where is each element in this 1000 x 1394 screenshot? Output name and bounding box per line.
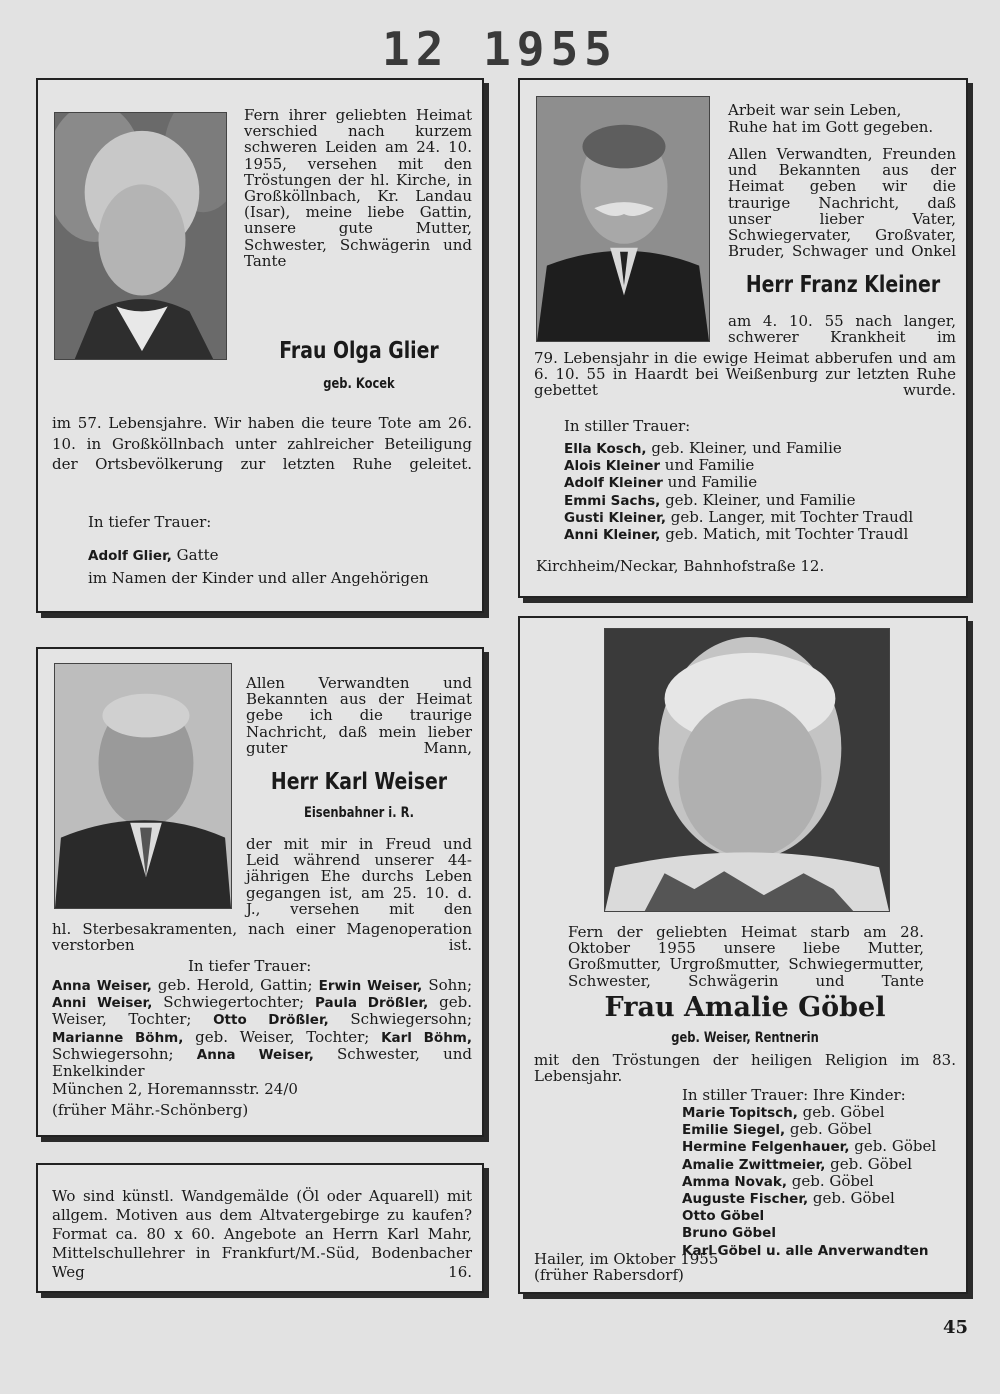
mourner-relation: geb. Weiser, Tochter;	[183, 1027, 382, 1046]
mourner-name: Amalie Zwittmeier,	[682, 1156, 826, 1173]
kleiner-verse-line-2: Ruhe hat im Gott gegeben.	[728, 118, 934, 136]
mourner-name: Anni Kleiner,	[564, 527, 661, 544]
kleiner-intro-text: Allen Verwandten, Freunden und Bekannten aus der Heimat geben wir die traurige Nachricht, daß unser lieber Vater, Schwiegervater, Großvater, Bruder, Schwager und Onkel	[728, 145, 956, 261]
list-item	[564, 526, 964, 543]
glier-mourner	[88, 547, 219, 564]
portrait-photo-olga-glier	[54, 112, 227, 360]
list-item	[682, 1242, 962, 1259]
list-item	[564, 457, 964, 474]
list-item	[564, 474, 964, 491]
list-item	[682, 1173, 962, 1190]
kleiner-verse-line-1: Arbeit war sein Leben,	[728, 101, 902, 119]
goebel-body-text: mit den Tröstungen der heiligen Religion im 83. Lebensjahr.	[534, 1051, 956, 1086]
glier-maiden-name: geb. Kocek	[323, 376, 395, 392]
list-item	[564, 509, 964, 526]
mourner-name: Amma Novak,	[682, 1173, 787, 1190]
list-item	[564, 492, 964, 509]
mourner-name: Adolf Glier,	[88, 548, 172, 564]
goebel-name: Frau Amalie Göbel	[604, 992, 886, 1023]
obituary-franz-kleiner	[518, 78, 968, 598]
mourner-name: Otto Göbel	[682, 1208, 765, 1225]
mourner-name: Hermine Felgenhauer,	[682, 1139, 850, 1156]
glier-body-text: im 57. Lebensjahre. Wir haben die teure Tote am 26. 10. in Großköllnbach unter zahlreicher Beteiligung der Ortsbevölkerung zur letzten Ruhe geleitet.	[52, 414, 472, 473]
mourner-name: Gusti Kleiner,	[564, 509, 666, 526]
weiser-body-text: hl. Sterbesakramenten, nach einer Magenoperation verstorben ist.	[52, 920, 472, 955]
classified-ad-wall-paintings	[36, 1163, 484, 1293]
mourner-name: Emmi Sachs,	[564, 492, 661, 509]
kleiner-mourner-list	[564, 440, 964, 543]
portrait-photo-franz-kleiner	[536, 96, 710, 342]
mourner-relation: Gatte	[171, 546, 219, 564]
mourner-name: Alois Kleiner	[564, 458, 661, 475]
glier-name: Frau Olga Glier	[279, 338, 439, 364]
weiser-name: Herr Karl Weiser	[270, 769, 448, 795]
mourner-relation: geb. Göbel	[825, 1154, 913, 1173]
list-item	[682, 1138, 962, 1155]
goebel-address-line-2: (früher Rabersdorf)	[534, 1266, 684, 1284]
mourner-relation: Schwiegertochter;	[152, 993, 315, 1012]
goebel-address-line-1: Hailer, im Oktober 1955	[534, 1250, 719, 1268]
list-item	[682, 1104, 962, 1121]
portrait-photo-amalie-goebel	[604, 628, 890, 912]
goebel-mourner-list	[682, 1104, 962, 1259]
ad-text: Wo sind künstl. Wandgemälde (Öl oder Aquarell) mit allgem. Motiven aus dem Altvatergebirge zu kaufen? Format ca. 80 x 60. Angebote an Herrn Karl Mahr, Mittelschullehrer in Frankfurt/M.-Süd, Bodenbacher Weg 16.	[52, 1187, 472, 1281]
mourner-relation: geb. Herold, Gattin;	[151, 976, 319, 994]
obituary-karl-weiser	[36, 647, 484, 1137]
glier-intro-text: Fern ihrer geliebten Heimat verschied nach kurzem schweren Leiden am 24. 10. 1955, versehen mit den Tröstungen der hl. Kirche, in Großköllnbach, Kr. Landau (Isar), meine liebe Gattin, unsere gute Mutter, Schwester, Schwägerin und Tante	[244, 106, 472, 270]
weiser-body-short: der mit mir in Freud und Leid während unserer 44-jährigen Ehe durchs Leben gegangen ist, am 25. 10. d. J., versehen mit den	[246, 835, 472, 918]
mourner-relation: geb. Langer, mit Tochter Traudl	[665, 507, 914, 526]
goebel-maiden-name: geb. Weiser, Rentnerin	[671, 1030, 819, 1046]
obituary-olga-glier	[36, 78, 484, 613]
mourner-name: Adolf Kleiner	[564, 475, 663, 492]
mourner-relation: Sohn;	[422, 976, 472, 994]
mourner-name: Anna Weiser,	[52, 978, 152, 994]
mourner-name: Paula Drößler,	[314, 995, 429, 1012]
mourner-relation: geb. Göbel	[849, 1137, 937, 1156]
mourner-relation: geb. Göbel	[786, 1171, 874, 1190]
kleiner-body-text: 79. Lebensjahr in die ewige Heimat abberufen und am 6. 10. 55 in Haardt bei Weißenburg zur letzten Ruhe gebettet wurde.	[534, 349, 956, 400]
kleiner-body-short: am 4. 10. 55 nach langer, schwerer Krankheit im	[728, 312, 956, 347]
weiser-intro-text: Allen Verwandten und Bekannten aus der Heimat gebe ich die traurige Nachricht, daß mein lieber guter Mann,	[246, 674, 472, 757]
mourner-name: Karl Göbel u. alle Anverwandten	[682, 1242, 929, 1259]
portrait-photo-karl-weiser	[54, 663, 232, 909]
list-item	[682, 1207, 962, 1224]
kleiner-name: Herr Franz Kleiner	[745, 272, 941, 298]
mourner-relation: geb. Matich, mit Tochter Traudl	[660, 525, 909, 544]
mourner-relation: geb. Kleiner, und Familie	[660, 490, 856, 509]
weiser-mourner-list	[52, 976, 473, 1098]
mourner-relation: und Familie	[660, 456, 755, 475]
mourner-name: Auguste Fischer,	[682, 1191, 809, 1208]
mourner-name: Bruno Göbel	[682, 1225, 776, 1242]
weiser-mourn-heading: In tiefer Trauer:	[188, 957, 312, 975]
glier-mourn-heading: In tiefer Trauer:	[88, 513, 212, 531]
mourner-relation: Schwiegersohn;	[52, 1044, 197, 1063]
page-number: 45	[942, 1317, 968, 1338]
mourner-relation: Schwester, und Enkelkinder	[52, 1044, 473, 1081]
mourner-relation: geb. Kleiner, und Familie	[646, 439, 842, 457]
mourner-relation: Schwiegersohn;	[328, 1010, 472, 1029]
list-item	[682, 1224, 962, 1241]
mourner-name: Erwin Weiser,	[318, 978, 423, 994]
mourner-relation: und Familie	[662, 473, 758, 492]
mourner-name: Ella Kosch,	[564, 441, 647, 457]
mourner-name: Marie Topitsch,	[682, 1105, 798, 1121]
weiser-address-line-2: (früher Mähr.-Schönberg)	[52, 1101, 249, 1119]
mourner-name: Karl Böhm,	[381, 1029, 472, 1046]
glier-closing: im Namen der Kinder und aller Angehörigen	[88, 569, 429, 587]
weiser-occupation: Eisenbahner i. R.	[303, 805, 415, 821]
mourner-relation: geb. Göbel	[808, 1189, 895, 1208]
mourner-relation: geb. Göbel	[797, 1103, 885, 1121]
list-item	[682, 1121, 962, 1138]
list-item	[682, 1156, 962, 1173]
mourner-name: Otto Drößler,	[213, 1012, 329, 1029]
mourner-name: Anna Weiser,	[196, 1046, 314, 1063]
weiser-address-line-1: München 2, Horemannsstr. 24/0	[52, 1080, 298, 1098]
date-stamp: 12 1955	[382, 22, 618, 76]
mourner-name: Marianne Böhm,	[52, 1029, 184, 1046]
goebel-mourn-heading: In stiller Trauer: Ihre Kinder:	[682, 1086, 906, 1104]
list-item	[564, 440, 964, 457]
mourner-name: Emilie Siegel,	[682, 1122, 786, 1139]
kleiner-mourn-heading: In stiller Trauer:	[564, 417, 691, 435]
mourner-relation: geb. Weiser, Tochter;	[52, 993, 472, 1029]
mourner-relation: geb. Göbel	[785, 1120, 872, 1139]
goebel-intro-text: Fern der geliebten Heimat starb am 28. Oktober 1955 unsere liebe Mutter, Großmutter, Urgroßmutter, Schwiegermutter, Schwester, Schwägerin und Tante	[568, 923, 924, 990]
obituary-amalie-goebel	[518, 616, 968, 1294]
list-item	[682, 1190, 962, 1207]
mourner-name: Anni Weiser,	[52, 995, 153, 1012]
kleiner-address: Kirchheim/Neckar, Bahnhofstraße 12.	[536, 557, 825, 575]
